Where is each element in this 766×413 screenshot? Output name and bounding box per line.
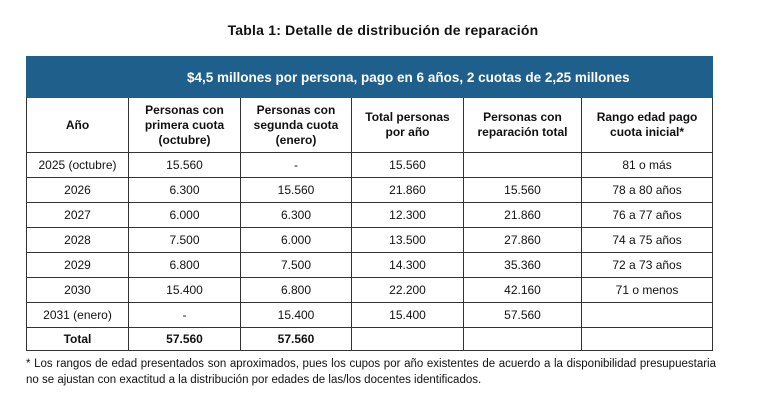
table-row	[27, 278, 713, 303]
table-cell: -	[241, 153, 352, 178]
table-banner: $4,5 millones por persona, pago en 6 años, 2 cuotas de 2,25 millones	[27, 57, 713, 98]
table-cell: 2028	[27, 228, 129, 253]
table-cell: 2030	[27, 278, 129, 303]
table-cell: 15.560	[464, 178, 582, 203]
table-row	[27, 303, 713, 328]
table-cell: 2027	[27, 203, 129, 228]
table-cell: 81 o más	[582, 153, 713, 178]
table-cell: -	[129, 303, 241, 328]
table-cell: 57.560	[464, 303, 582, 328]
header-cell: Personas con reparación total	[464, 98, 582, 153]
table-cell: 7.500	[129, 228, 241, 253]
header-cell: Personas con primera cuota (octubre)	[129, 98, 241, 153]
table-cell: 6.300	[241, 203, 352, 228]
table-cell: 27.860	[464, 228, 582, 253]
table-cell: 15.400	[129, 278, 241, 303]
table-cell: 72 a 73 años	[582, 253, 713, 278]
table-cell: 7.500	[241, 253, 352, 278]
table-cell: 15.560	[352, 153, 464, 178]
table-cell: 6.800	[241, 278, 352, 303]
table-row	[27, 203, 713, 228]
table-cell: 15.560	[241, 178, 352, 203]
table-cell: 6.800	[129, 253, 241, 278]
table-row	[27, 253, 713, 278]
total-cell	[464, 328, 582, 351]
table-cell: 21.860	[352, 178, 464, 203]
table-cell: 12.300	[352, 203, 464, 228]
table-cell: 2026	[27, 178, 129, 203]
header-cell: Rango edad pago cuota inicial*	[582, 98, 713, 153]
table-cell: 2031 (enero)	[27, 303, 129, 328]
table-cell: 15.560	[129, 153, 241, 178]
table-cell: 42.160	[464, 278, 582, 303]
table-cell: 74 a 75 años	[582, 228, 713, 253]
table-cell: 76 a 77 años	[582, 203, 713, 228]
table-banner-row	[27, 57, 713, 98]
distribution-table	[26, 56, 713, 351]
table-cell: 6.000	[129, 203, 241, 228]
table-cell	[464, 153, 582, 178]
table-cell	[582, 303, 713, 328]
table-cell: 15.400	[241, 303, 352, 328]
table-cell: 71 o menos	[582, 278, 713, 303]
header-cell: Total personas por año	[352, 98, 464, 153]
footnote: * Los rangos de edad presentados son aproximados, pues los cupos por año existentes de acuerdo a la disponibilidad presupuestaria no se ajustan con exactitud a la distribución por edades de las/los docentes identificados.	[26, 358, 716, 386]
total-label: Total	[27, 328, 129, 351]
table-cell: 2029	[27, 253, 129, 278]
table-cell: 22.200	[352, 278, 464, 303]
table-cell: 6.300	[129, 178, 241, 203]
table-cell: 21.860	[464, 203, 582, 228]
table-row	[27, 153, 713, 178]
table-total-row	[27, 328, 713, 351]
table-cell: 15.400	[352, 303, 464, 328]
table-header-row	[27, 98, 713, 153]
table-title: Tabla 1: Detalle de distribución de reparación	[227, 22, 539, 38]
table-row	[27, 178, 713, 203]
total-cell	[582, 328, 713, 351]
table-cell: 13.500	[352, 228, 464, 253]
table-cell: 2025 (octubre)	[27, 153, 129, 178]
table-cell: 35.360	[464, 253, 582, 278]
table-cell: 14.300	[352, 253, 464, 278]
table-cell: 6.000	[241, 228, 352, 253]
total-cell: 57.560	[241, 328, 352, 351]
header-cell: Personas con segunda cuota (enero)	[241, 98, 352, 153]
total-cell: 57.560	[129, 328, 241, 351]
table-cell: 78 a 80 años	[582, 178, 713, 203]
table-row	[27, 228, 713, 253]
total-cell	[352, 328, 464, 351]
header-cell: Año	[27, 98, 129, 153]
